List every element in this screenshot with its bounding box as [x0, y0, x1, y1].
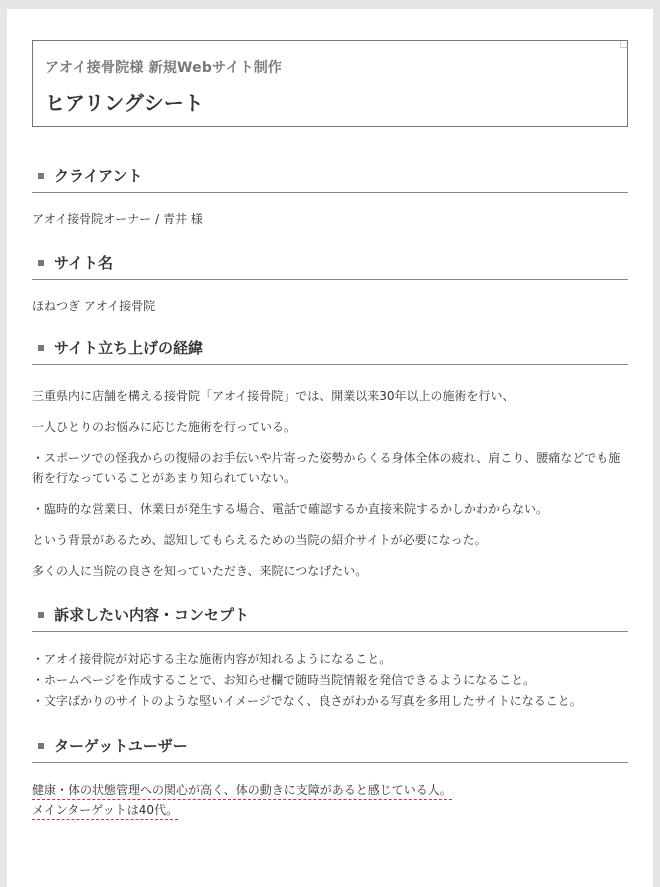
section-heading	[32, 735, 628, 763]
list-item: ・文字ばかりのサイトのような堅いイメージでなく、良さがわかる写真を多用したサイトになること。	[32, 694, 582, 708]
paragraph: ・スポーツでの怪我からの復帰のお手伝いや片寄った姿勢からくる身体全体の疲れ、肩こり、腰痛などでも施術を行なっていることがあまり知られていない。	[32, 451, 621, 485]
section-client	[32, 165, 628, 229]
target-line-wrapper	[32, 780, 628, 800]
section-heading-label: ターゲットユーザー	[54, 737, 188, 755]
square-bullet-icon	[38, 173, 44, 179]
paragraph: ・臨時的な営業日、休業日が発生する場合、電話で確認するか直接来院するかしかわからない。	[32, 502, 549, 516]
square-bullet-icon	[38, 345, 44, 351]
main-target-age: メインターゲットは40代。	[32, 801, 178, 820]
list-item: ・ホームページを作成することで、お知らせ欄で随時当院情報を発信できるようになること。	[32, 673, 536, 687]
document-title: ヒアリングシート	[45, 91, 204, 115]
section-heading	[32, 165, 628, 193]
section-heading	[32, 252, 628, 280]
section-heading-label: クライアント	[54, 167, 143, 185]
site-name: ほねつぎ アオイ接骨院	[32, 299, 156, 313]
paragraph: 多くの人に当院の良さを知っていただき、来院につなげたい。	[32, 564, 368, 578]
corner-mark	[620, 41, 627, 48]
square-bullet-icon	[38, 743, 44, 749]
client-name: アオイ接骨院オーナー / 青井 様	[32, 212, 203, 226]
target-line-wrapper	[32, 800, 628, 820]
section-target-users	[32, 735, 628, 820]
paragraph: 一人ひとりのお悩みに応じた施術を行っている。	[32, 420, 297, 434]
target-user-description: 健康・体の状態管理への関心が高く、体の動きに支障があると感じている人。	[32, 781, 452, 800]
section-concept	[32, 604, 628, 711]
section-background	[32, 337, 628, 581]
square-bullet-icon	[38, 612, 44, 618]
section-heading-label: サイト名	[54, 254, 113, 272]
square-bullet-icon	[38, 260, 44, 266]
section-heading	[32, 604, 628, 632]
title-box	[32, 40, 628, 127]
section-heading-label: サイト立ち上げの経緯	[54, 339, 203, 357]
document-page	[7, 9, 653, 887]
paragraph: 三重県内に店舗を構える接骨院「アオイ接骨院」では、開業以来30年以上の施術を行い、	[32, 389, 515, 403]
list-item: ・アオイ接骨院が対応する主な施術内容が知れるようになること。	[32, 652, 392, 666]
section-site-name	[32, 252, 628, 316]
section-heading-label: 訴求したい内容・コンセプト	[54, 606, 250, 624]
paragraph: という背景があるため、認知してもらえるための当院の紹介サイトが必要になった。	[32, 533, 487, 547]
section-heading	[32, 337, 628, 365]
document-subtitle: アオイ接骨院様 新規Webサイト制作	[45, 60, 283, 76]
